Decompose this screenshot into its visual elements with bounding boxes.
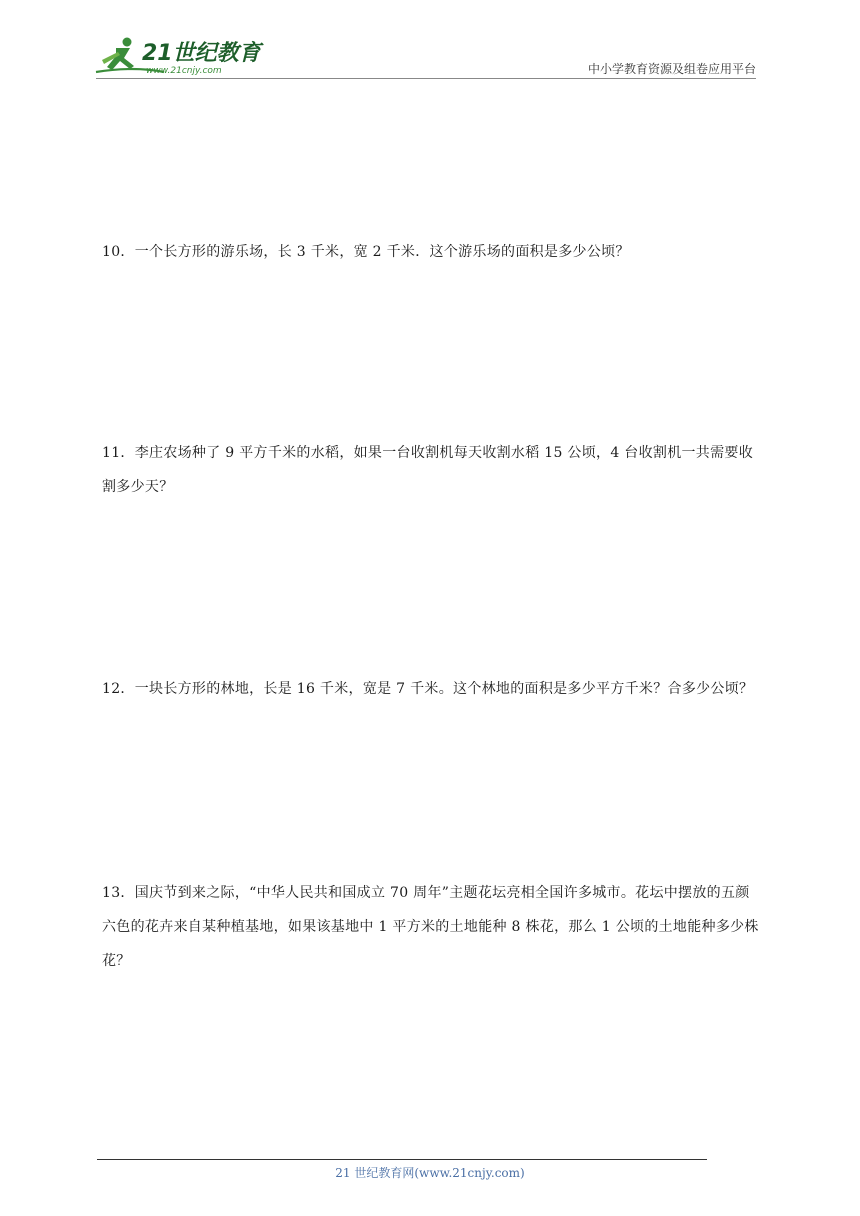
header-divider [96,78,756,79]
brand-logo [94,36,264,78]
footer-divider [97,1159,707,1160]
runner-logo-icon [94,36,264,78]
question-10: 10．一个长方形的游乐场，长 3 千米，宽 2 千米．这个游乐场的面积是多少公顷？ [102,244,630,260]
question-12: 12．一块长方形的林地，长是 16 千米，宽是 7 千米。这个林地的面积是多少平方千米？合多少公顷？ [102,681,754,697]
footer-site-link[interactable]: 21 世纪教育网(www.21cnjy.com) [335,1166,525,1180]
svg-text:www.21cnjy.com: www.21cnjy.com [146,66,222,76]
question-13: 13．国庆节到来之际，“中华人民共和国成立 70 周年”主题花坛亮相全国许多城市。花坛中摆放的五颜六色的花卉来自某种植基地，如果该基地中 1 平方米的土地能种 8 株花，那么 1 公顷的土地能种多少株花？ [102,885,759,969]
site-tagline: 中小学教育资源及组卷应用平台 [587,62,756,76]
svg-text:21世纪教育: 21世纪教育 [142,41,261,66]
page-header [0,0,860,90]
question-11: 11．李庄农场种了 9 平方千米的水稻，如果一台收割机每天收割水稻 15 公顷，4 台收割机一共需要收割多少天？ [102,445,753,495]
